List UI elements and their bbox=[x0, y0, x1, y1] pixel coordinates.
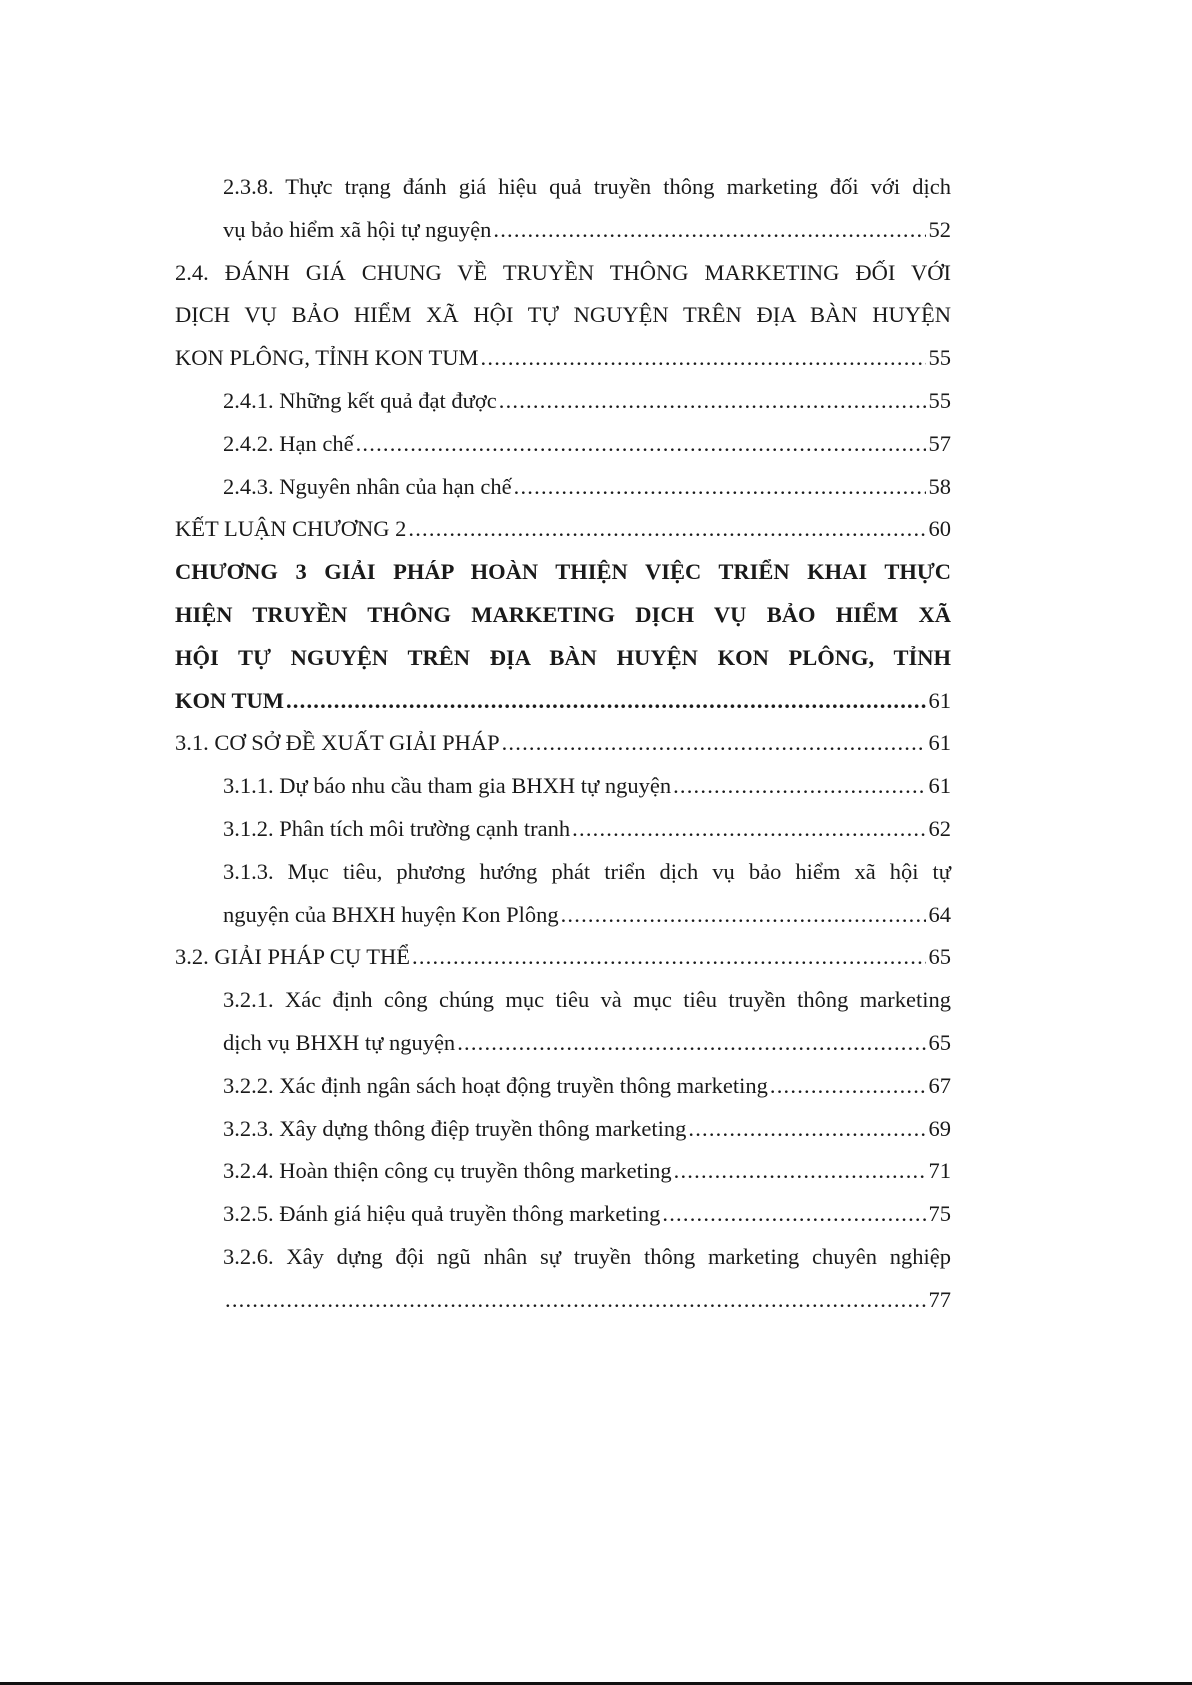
toc-entry[interactable] bbox=[175, 1065, 951, 1108]
toc-entry-final-line bbox=[175, 936, 951, 979]
toc-entry-title: 2.4.1. Những kết quả đạt được bbox=[223, 387, 497, 413]
toc-page-number: 77 bbox=[928, 1286, 951, 1312]
toc-entry-title: KON PLÔNG, TỈNH KON TUM bbox=[175, 345, 479, 371]
dot-leader bbox=[356, 423, 926, 466]
dot-leader bbox=[514, 466, 926, 509]
toc-entry[interactable] bbox=[175, 808, 951, 851]
toc-entry-final-line bbox=[223, 1279, 951, 1322]
toc-entry-title: 2.4.2. Hạn chế bbox=[223, 430, 354, 456]
toc-entry[interactable] bbox=[175, 252, 951, 380]
toc-page-number: 60 bbox=[928, 516, 951, 542]
table-of-contents bbox=[175, 166, 951, 1322]
toc-page-number: 55 bbox=[928, 345, 951, 371]
toc-entry[interactable] bbox=[175, 1108, 951, 1151]
dot-leader bbox=[688, 1108, 925, 1151]
toc-entry-title: 3.1.2. Phân tích môi trường cạnh tranh bbox=[223, 815, 571, 841]
toc-page-number: 65 bbox=[928, 1029, 951, 1055]
toc-entry-title: 2.4.3. Nguyên nhân của hạn chế bbox=[223, 473, 512, 499]
toc-entry-final-line bbox=[175, 508, 951, 551]
toc-page-number: 55 bbox=[928, 387, 951, 413]
dot-leader bbox=[662, 1193, 925, 1236]
toc-page-number: 61 bbox=[928, 687, 951, 713]
toc-page-number: 61 bbox=[928, 730, 951, 756]
toc-entry-final-line bbox=[223, 765, 951, 808]
dot-leader bbox=[457, 1022, 925, 1065]
toc-entry-final-line bbox=[223, 466, 951, 509]
toc-entry[interactable] bbox=[175, 1193, 951, 1236]
dot-leader bbox=[561, 894, 926, 937]
dot-leader bbox=[408, 508, 925, 551]
toc-entry-title-line: 3.2.1. Xác định công chúng mục tiêu và mục tiêu truyền thông marketing bbox=[223, 987, 951, 1013]
toc-entry-final-line bbox=[223, 380, 951, 423]
toc-entry-final-line bbox=[223, 894, 951, 937]
toc-entry-title-line: 3.2.6. Xây dựng đội ngũ nhân sự truyền thông marketing chuyên nghiệp bbox=[223, 1243, 951, 1269]
dot-leader bbox=[493, 209, 925, 252]
toc-entry-title: 3.2.3. Xây dựng thông điệp truyền thông marketing bbox=[223, 1115, 687, 1141]
dot-leader bbox=[770, 1065, 926, 1108]
toc-entry[interactable] bbox=[175, 936, 951, 979]
toc-entry-title: 3.2. GIẢI PHÁP CỤ THỂ bbox=[175, 944, 411, 970]
toc-entry-title: dịch vụ BHXH tự nguyện bbox=[223, 1029, 456, 1055]
toc-entry-final-line bbox=[223, 1193, 951, 1236]
toc-page-number: 64 bbox=[928, 901, 951, 927]
toc-entry[interactable] bbox=[175, 466, 951, 509]
toc-page-number: 71 bbox=[928, 1158, 951, 1184]
toc-entry-final-line bbox=[223, 1022, 951, 1065]
dot-leader bbox=[673, 765, 925, 808]
toc-entry-final-line bbox=[175, 337, 951, 380]
toc-entry[interactable] bbox=[175, 423, 951, 466]
toc-page-number: 67 bbox=[928, 1072, 951, 1098]
toc-entry-title: KẾT LUẬN CHƯƠNG 2 bbox=[175, 516, 407, 542]
toc-entry-final-line bbox=[223, 423, 951, 466]
toc-entry-title: vụ bảo hiểm xã hội tự nguyện bbox=[223, 216, 492, 242]
toc-entry[interactable] bbox=[175, 1150, 951, 1193]
dot-leader bbox=[502, 722, 926, 765]
toc-entry[interactable] bbox=[175, 722, 951, 765]
toc-entry-title-line: DỊCH VỤ BẢO HIỂM XÃ HỘI TỰ NGUYỆN TRÊN ĐỊA BÀN HUYỆN bbox=[175, 302, 951, 328]
toc-page-number: 61 bbox=[928, 773, 951, 799]
toc-entry-title: 3.2.4. Hoàn thiện công cụ truyền thông marketing bbox=[223, 1158, 672, 1184]
dot-leader bbox=[499, 380, 926, 423]
dot-leader bbox=[286, 680, 926, 723]
toc-entry[interactable] bbox=[175, 508, 951, 551]
toc-entry-title: KON TUM bbox=[175, 687, 284, 713]
toc-entry-final-line bbox=[223, 1065, 951, 1108]
toc-entry-title: 3.1. CƠ SỞ ĐỀ XUẤT GIẢI PHÁP bbox=[175, 730, 500, 756]
toc-page-number: 75 bbox=[928, 1201, 951, 1227]
toc-entry[interactable] bbox=[175, 1236, 951, 1322]
toc-entry-final-line bbox=[223, 808, 951, 851]
dot-leader bbox=[481, 337, 926, 380]
toc-entry-final-line bbox=[223, 1150, 951, 1193]
toc-page-number: 52 bbox=[928, 216, 951, 242]
toc-entry[interactable] bbox=[175, 765, 951, 808]
toc-entry[interactable] bbox=[175, 380, 951, 423]
toc-entry[interactable] bbox=[175, 979, 951, 1065]
dot-leader bbox=[412, 936, 925, 979]
toc-entry-title-line: 2.3.8. Thực trạng đánh giá hiệu quả truyền thông marketing đối với dịch bbox=[223, 174, 951, 199]
toc-entry[interactable] bbox=[175, 166, 951, 252]
toc-entry-title: nguyện của BHXH huyện Kon Plông bbox=[223, 901, 559, 927]
toc-entry-title-line: CHƯƠNG 3 GIẢI PHÁP HOÀN THIỆN VIỆC TRIỂN KHAI THỰC bbox=[175, 559, 951, 585]
toc-entry-title-line: HIỆN TRUYỀN THÔNG MARKETING DỊCH VỤ BẢO HIỂM XÃ bbox=[175, 601, 951, 627]
toc-entry-title-line: 2.4. ĐÁNH GIÁ CHUNG VỀ TRUYỀN THÔNG MARKETING ĐỐI VỚI bbox=[175, 259, 951, 285]
toc-entry-title-line: HỘI TỰ NGUYỆN TRÊN ĐỊA BÀN HUYỆN KON PLÔNG, TỈNH bbox=[175, 644, 951, 670]
toc-entry-title: 3.1.1. Dự báo nhu cầu tham gia BHXH tự nguyện bbox=[223, 773, 672, 799]
toc-entry[interactable] bbox=[175, 851, 951, 937]
toc-page-number: 57 bbox=[928, 430, 951, 456]
toc-entry-final-line bbox=[223, 209, 951, 252]
toc-entry-final-line bbox=[223, 1108, 951, 1151]
dot-leader bbox=[225, 1279, 926, 1322]
toc-entry-title: 3.2.5. Đánh giá hiệu quả truyền thông marketing bbox=[223, 1201, 661, 1227]
toc-entry-final-line bbox=[175, 722, 951, 765]
dot-leader bbox=[572, 808, 925, 851]
toc-page-number: 65 bbox=[928, 944, 951, 970]
toc-page-number: 62 bbox=[928, 815, 951, 841]
dot-leader bbox=[674, 1150, 926, 1193]
toc-page-number: 58 bbox=[928, 473, 951, 499]
toc-entry-title-line: 3.1.3. Mục tiêu, phương hướng phát triển dịch vụ bảo hiểm xã hội tự bbox=[223, 858, 951, 884]
toc-entry-title: 3.2.2. Xác định ngân sách hoạt động truyền thông marketing bbox=[223, 1072, 768, 1098]
toc-page-number: 69 bbox=[928, 1115, 951, 1141]
toc-entry[interactable] bbox=[175, 551, 951, 722]
toc-entry-final-line bbox=[175, 680, 951, 723]
